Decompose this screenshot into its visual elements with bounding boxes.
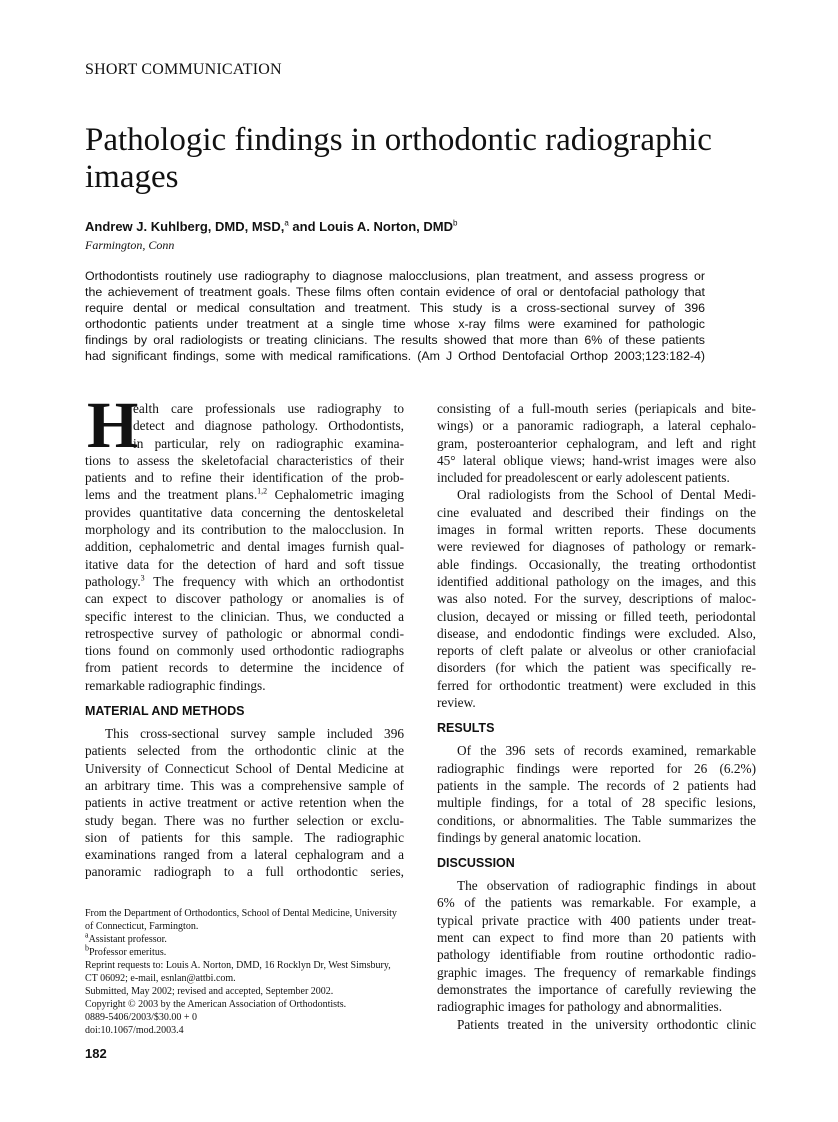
text-line: addition, cephalometric and dental images furnish qual-: [85, 539, 404, 555]
text-line: Of the 396 sets of records examined, remarkable: [457, 743, 756, 759]
text-line: sion of patients for this sample. The radiographic: [85, 829, 404, 845]
citation-superscript: a: [85, 930, 89, 940]
paragraph: [437, 877, 756, 1015]
text-line: patients in active treatment or active retention when the: [85, 795, 404, 811]
paragraph: [437, 486, 756, 711]
paragraph: [437, 1016, 756, 1033]
footnote: 0889-5406/2003/$30.00 + 0: [85, 1012, 198, 1023]
text-line: was also noted. For the survey, descriptions of maloc-: [437, 591, 756, 607]
text-line: pathology.$^3$ The frequency with which an orthodontist: [85, 573, 404, 589]
text-line: were reviewed for diagnoses of pathology or remark-: [437, 539, 756, 555]
right-column: [437, 400, 756, 1033]
footnotes: [85, 907, 405, 1037]
text-line: Patients treated in the university orthodontic clinic: [457, 1016, 756, 1032]
text-line: an arbitrary time. This was a comprehensive sample of: [85, 777, 404, 793]
text-line: clusion, decayed or missing or filled teeth, periodontal: [437, 608, 756, 624]
text-line: findings by general anatomic location.: [437, 829, 642, 845]
text-line: the achievement of treatment goals. These films often contain evidence of oral or dentofacial pathology that: [85, 285, 705, 299]
author-joiner: and: [288, 219, 320, 234]
text-line: patients in the sample. The records of 2 patients had: [437, 777, 756, 793]
section-heading: DISCUSSION: [437, 856, 515, 871]
paragraph: [437, 742, 756, 846]
text-line: ferred for orthodontic treatment) were excluded in this: [437, 677, 756, 693]
text-line: provides quantitative data concerning the dentoskeletal: [85, 504, 404, 520]
text-line: This cross-sectional survey sample included 396: [105, 726, 404, 742]
text-line: cine evaluated and described their findings on the: [437, 504, 756, 520]
text-line: detect and diagnose pathology. Orthodontists,: [133, 418, 404, 434]
text-line: gram, posteroanterior cephalogram, and left and right: [437, 435, 756, 451]
left-column: [85, 389, 404, 881]
text-line: orthodontic patients under treatment at a single time whose x-ray films were examined for pathologic: [85, 317, 705, 331]
abstract: [85, 268, 705, 364]
citation-superscript: 1,2: [257, 487, 268, 497]
text-line: ealth care professionals use radiography to: [133, 401, 404, 416]
footnote: From the Department of Orthodontics, School of Dental Medicine, University of Connecticut, Farmington.: [85, 908, 397, 932]
text-line: can expect to discover pathology or anomalies is of: [85, 591, 404, 607]
text-line: retrospective survey of pathologic or abnormal condi-: [85, 625, 404, 641]
text-line: panoramic radiograph to a full orthodontic series,: [85, 864, 404, 880]
section-heading: RESULTS: [437, 721, 495, 736]
text-line: examinations ranged from a lateral cephalogram and a: [85, 847, 404, 863]
text-line: had significant findings, some with medical ramifications. (Am J Orthod Dentofacial Orthop 2003;123:182-4): [85, 349, 705, 363]
page-number: 182: [85, 1046, 107, 1061]
article-title: Pathologic findings in orthodontic radiographic images: [85, 122, 712, 195]
citation-superscript: b: [85, 943, 89, 953]
text-line: itative data for the detection of hard and soft tissue: [85, 556, 404, 572]
text-line: images in formal written reports. These documents: [437, 522, 756, 538]
author-name: Louis A. Norton, DMD: [319, 219, 453, 234]
text-line: patients and to refine their identification of the prob-: [85, 470, 404, 486]
text-line: findings by oral radiologists or treating clinicians. The results showed that more than 6% of these patients: [85, 333, 705, 347]
drop-cap: H: [87, 389, 139, 462]
citation-superscript: 3: [140, 573, 145, 583]
text-line: reports of cleft palate or alveolus or other craniofacial: [437, 643, 756, 659]
text-line: conditions, or abnormalities. The Table summarizes the: [437, 812, 756, 828]
text-line: The observation of radiographic findings in about: [457, 878, 756, 894]
text-line: demonstrates the importance of carefully reviewing the: [437, 981, 756, 997]
section-label: SHORT COMMUNICATION: [85, 61, 282, 78]
author-name: Andrew J. Kuhlberg, DMD, MSD,: [85, 219, 285, 234]
footnote: $^a$Assistant professor.: [85, 930, 167, 945]
author-location: Farmington, Conn: [85, 238, 175, 252]
text-line: radiographic findings were reported for 26 (6.2%): [437, 760, 756, 776]
text-line: require dental or medical consultation and treatment. This study is a cross-sectional survey of 396: [85, 301, 705, 315]
text-line: in particular, rely on radiographic examina-: [133, 435, 404, 451]
text-line: included for preadolescent or early adolescent patients.: [437, 470, 730, 486]
text-line: graphic images. The frequency of remarkable findings: [437, 964, 756, 980]
text-line: Oral radiologists from the School of Dental Medi-: [457, 487, 756, 503]
text-line: typical private practice with 400 patients under treat-: [437, 912, 756, 928]
section-heading: MATERIAL AND METHODS: [85, 704, 245, 719]
footnote: Submitted, May 2002; revised and accepted, September 2002.: [85, 986, 334, 997]
text-line: pathology identifiable from routine orthodontic radio-: [437, 947, 756, 963]
paragraph: [437, 400, 756, 486]
text-line: review.: [437, 695, 476, 711]
text-line: wings) or a panoramic radiograph, a lateral cephalo-: [437, 418, 756, 434]
affiliation-marker: a: [284, 218, 289, 228]
text-line: disease, and endodontic findings were excluded. Also,: [437, 625, 756, 641]
footnote: doi:10.1067/mod.2003.4: [85, 1025, 184, 1036]
text-line: from patient records to determine the incidence of: [85, 660, 404, 676]
text-line: multiple findings, for a total of 28 specific lesions,: [437, 795, 756, 811]
text-line: consisting of a full-mouth series (periapicals and bite-: [437, 401, 756, 416]
text-line: specific interest to the clinician. Thus, we conducted a: [85, 608, 404, 624]
text-line: patients selected from the orthodontic clinic at the: [85, 743, 404, 759]
text-line: 6% of the patients was remarkable. For example, a: [437, 895, 756, 911]
text-line: morphology and its contribution to the malocclusion. In: [85, 522, 404, 538]
footnote: $^b$Professor emeritus.: [85, 943, 167, 958]
text-line: tions found on commonly used orthodontic radiographs: [85, 643, 404, 659]
text-line: ment can expect to find more than 20 patients with: [437, 930, 756, 946]
paragraph: [85, 725, 404, 881]
text-line: Orthodontists routinely use radiography to diagnose malocclusions, plan treatment, and assess progress or: [85, 269, 705, 283]
text-line: University of Connecticut School of Dental Medicine at: [85, 760, 404, 776]
author-list: [85, 219, 457, 234]
text-line: 45° lateral oblique views; hand-wrist images were also: [437, 452, 756, 468]
text-line: identified additional pathology on the images, and this: [437, 573, 756, 589]
paragraph: [85, 389, 404, 694]
text-line: disorders (for which the patient was specifically re-: [437, 660, 756, 676]
text-line: remarkable radiographic findings.: [85, 677, 266, 693]
text-line: able findings. Occasionally, the treating orthodontist: [437, 556, 756, 572]
footnote: Copyright © 2003 by the American Association of Orthodontists.: [85, 999, 347, 1010]
text-line: lems and the treatment plans.$^{1,2}$ Cephalometric imaging: [85, 487, 404, 503]
text-line: tions to assess the skeletofacial characteristics of their: [85, 452, 404, 468]
text-line: radiographic images for pathology and abnormalities.: [437, 999, 723, 1015]
footnote: Reprint requests to: Louis A. Norton, DMD, 16 Rocklyn Dr, West Simsbury, CT 06092; e-mail, esnlan@attbi.com.: [85, 960, 391, 984]
text-line: study began. There was no further selection or exclu-: [85, 812, 404, 828]
affiliation-marker: b: [452, 218, 458, 228]
